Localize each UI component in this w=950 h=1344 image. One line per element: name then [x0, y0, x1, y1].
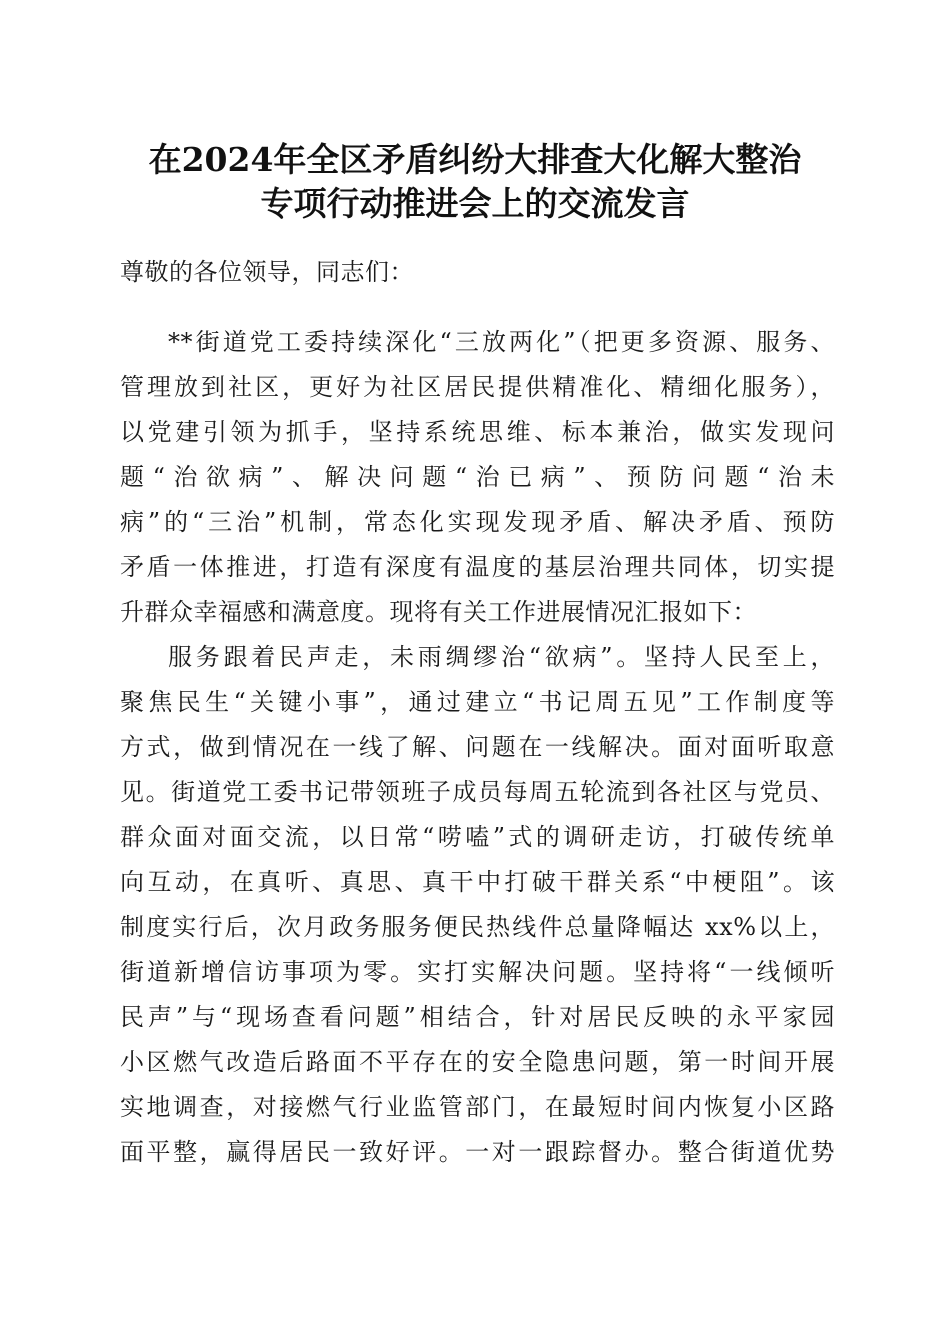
body-line: 方式，做到情况在一线了解、问题在一线解决。面对面听取意: [120, 733, 835, 761]
body-line: 群众面对面交流，以日常“唠嗑”式的调研走访，打破传统单: [120, 823, 835, 851]
document-title-line-1: 在2024年全区矛盾纠纷大排查大化解大整治: [148, 140, 802, 179]
body-line: 民声”与“现场查看问题”相结合，针对居民反映的永平家园: [120, 1003, 835, 1031]
body-line: 见。街道党工委书记带领班子成员每周五轮流到各社区与党员、: [120, 778, 835, 806]
salutation: 尊敬的各位领导，同志们：: [120, 258, 414, 286]
body-line: **街道党工委持续深化“三放两化”（把更多资源、服务、: [168, 328, 835, 356]
body-line: 病”的“三治”机制，常态化实现发现矛盾、解决矛盾、预防: [120, 508, 835, 536]
body-line: 街道新增信访事项为零。实打实解决问题。坚持将“一线倾听: [120, 958, 835, 986]
body-line: 面平整，赢得居民一致好评。一对一跟踪督办。整合街道优势: [120, 1138, 835, 1166]
body-line: 以党建引领为抓手，坚持系统思维、标本兼治，做实发现问: [120, 418, 835, 446]
body-line: 升群众幸福感和满意度。现将有关工作进展情况汇报如下：: [120, 598, 757, 626]
body-line: 向互动，在真听、真思、真干中打破干群关系“中梗阻”。该: [120, 868, 835, 896]
body-line: 实地调查，对接燃气行业监管部门，在最短时间内恢复小区路: [120, 1093, 835, 1121]
body-line: 题“治欲病”、解决问题“治已病”、预防问题“治未: [120, 463, 835, 491]
body-line: 服务跟着民声走，未雨绸缪治“欲病”。坚持人民至上，: [168, 643, 835, 671]
body-line: 聚焦民生“关键小事”，通过建立“书记周五见”工作制度等: [120, 688, 835, 716]
body-line: 制度实行后，次月政务服务便民热线件总量降幅达 xx%以上，: [120, 913, 835, 941]
document-title-line-2: 专项行动推进会上的交流发言: [260, 184, 690, 223]
body-line: 矛盾一体推进，打造有深度有温度的基层治理共同体，切实提: [120, 553, 835, 581]
body-line: 小区燃气改造后路面不平存在的安全隐患问题，第一时间开展: [120, 1048, 835, 1076]
body-line: 管理放到社区，更好为社区居民提供精准化、精细化服务），: [120, 373, 835, 401]
